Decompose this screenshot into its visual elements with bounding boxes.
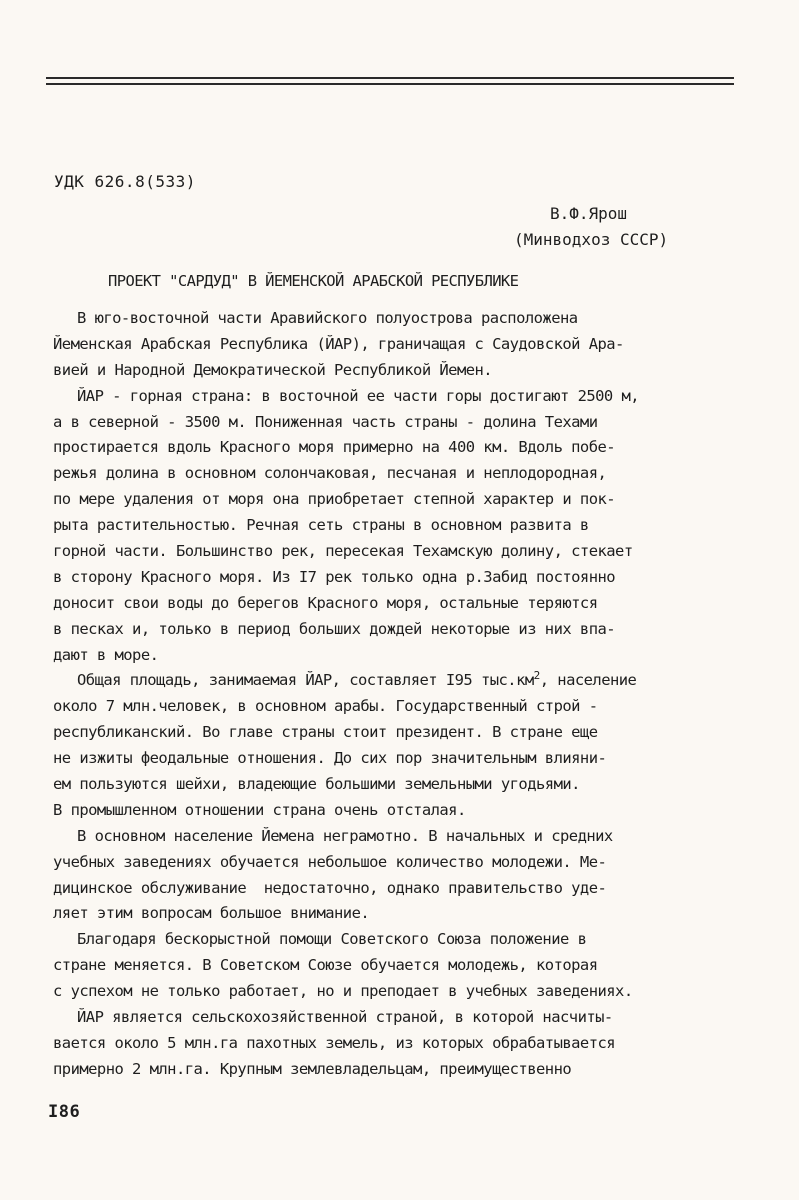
text-line: ляет этим вопросам большое внимание. (53, 904, 370, 923)
text-line: доносит свои воды до берегов Красного моря, остальные теряются (53, 593, 598, 612)
text-line: республиканский. Во главе страны стоит президент. В стране еще (53, 723, 598, 742)
text-line: в песках и, только в период больших дождей некоторые из них впа- (53, 619, 616, 638)
text-line: ЙАР - горная страна: в восточной ее части горы достигают 2500 м, (77, 386, 640, 405)
text-line: а в северной - 3500 м. Пониженная часть страны - долина Техами (53, 412, 598, 431)
page-number: I86 (48, 1102, 81, 1122)
text-line: около 7 млн.человек, в основном арабы. Государственный строй - (53, 697, 598, 716)
article-title: ПРОЕКТ "САРДУД" В ЙЕМЕНСКОЙ АРАБСКОЙ РЕСПУБЛИКЕ (108, 272, 519, 290)
text-line: вией и Народной Демократической Республикой Йемен. (53, 360, 493, 379)
text-line: дицинское обслуживание недостаточно, однако правительство уде- (53, 878, 607, 897)
text-line: ЙАР является сельскохозяйственной страной, в которой насчиты- (77, 1008, 613, 1027)
text-line: в сторону Красного моря. Из I7 рек только одна р.Забид постоянно (53, 567, 616, 586)
text-line: простирается вдоль Красного моря примерно на 400 км. Вдоль побе- (53, 438, 616, 457)
udk-code: УДК 626.8(533) (54, 172, 196, 191)
text-line: по мере удаления от моря она приобретает степной характер и пок- (53, 490, 616, 509)
header-rule-bottom (46, 83, 734, 85)
text-line: В промышленном отношении страна очень отсталая. (53, 800, 466, 819)
article-body (53, 306, 753, 1083)
text-segment: , население (539, 671, 637, 690)
text-line: Йеменская Арабская Республика (ЙАР), граничащая с Саудовской Ара- (53, 334, 624, 353)
text-line: В юго-восточной части Аравийского полуострова расположена (77, 309, 578, 327)
text-line: ем пользуются шейхи, владеющие большими земельными угодьями. (53, 775, 580, 794)
text-line: горной части. Большинство рек, пересекая Техамскую долину, стекает (53, 542, 633, 561)
author-affiliation: (Минводхоз СССР) (514, 230, 669, 249)
text-line-with-superscript (53, 668, 753, 694)
text-line: дают в море. (53, 645, 159, 664)
text-line: учебных заведениях обучается небольшое количество молодежи. Ме- (53, 852, 607, 871)
header-rule-top (46, 77, 734, 79)
text-line: режья долина в основном солончаковая, песчаная и неплодородная, (53, 464, 607, 483)
text-line: Благодаря бескорыстной помощи Советского Союза положение в (77, 930, 587, 949)
text-line: рыта растительностью. Речная сеть страны в основном развита в (53, 516, 589, 535)
text-line: В основном население Йемена неграмотно. В начальных и средних (77, 826, 613, 845)
text-line: не изжиты феодальные отношения. До сих пор значительным влияни- (53, 749, 607, 768)
author-name: В.Ф.Ярош (550, 204, 628, 223)
text-line: вается около 5 млн.га пахотных земель, из которых обрабатывается (53, 1033, 616, 1052)
text-line: примерно 2 млн.га. Крупным землевладельцам, преимущественно (53, 1059, 572, 1078)
text-line: с успехом не только работает, но и преподает в учебных заведениях. (53, 982, 633, 1001)
superscript: 2 (533, 669, 540, 683)
text-segment: Общая площадь, занимаемая ЙАР, составляет I95 тыс.км (77, 671, 534, 690)
text-line: стране меняется. В Советском Союзе обучается молодежь, которая (53, 956, 598, 975)
